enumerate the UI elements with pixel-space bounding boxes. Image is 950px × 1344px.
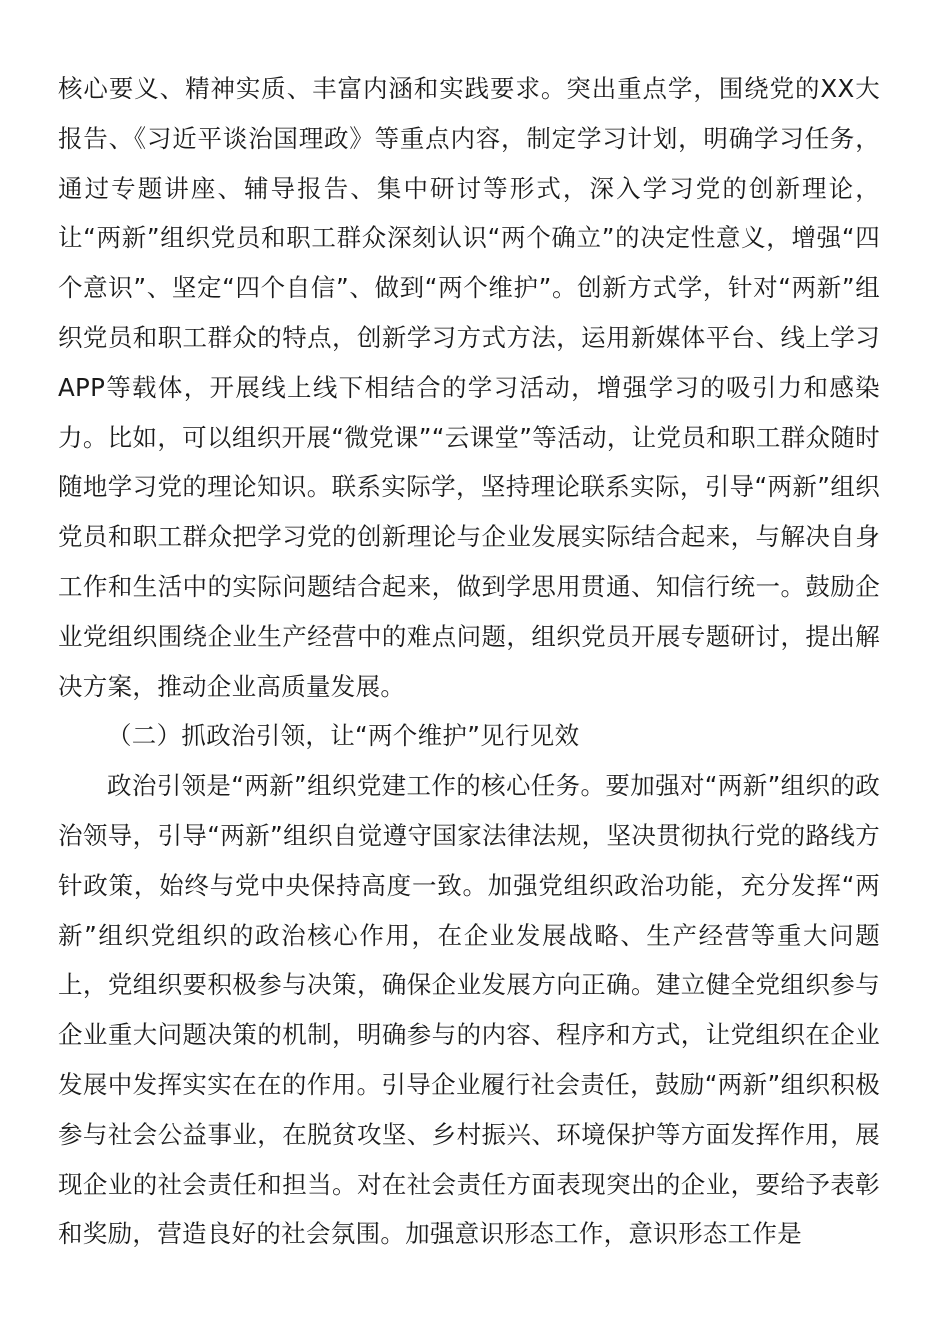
- body-paragraph: 政治引领是“两新”组织党建工作的核心任务。要加强对“两新”组织的政治领导，引导“两新”组织自觉遵守国家法律法规，坚决贯彻执行党的路线方针政策，始终与党中央保持高度一致。加强党组织政治功能，充分发挥“两新”组织党组织的政治核心作用，在企业发展战略、生产经营等重大问题上，党组织要积极参与决策，确保企业发展方向正确。建立健全党组织参与企业重大问题决策的机制，明确参与的内容、程序和方式，让党组织在企业发展中发挥实实在在的作用。引导企业履行社会责任，鼓励“两新”组织积极参与社会公益事业，在脱贫攻坚、乡村振兴、环境保护等方面发挥作用，展现企业的社会责任和担当。对在社会责任方面表现突出的企业，要给予表彰和奖励，营造良好的社会氛围。加强意识形态工作，意识形态工作是: [58, 771, 880, 1249]
- section-heading: （二）抓政治引领，让“两个维护”见行见效: [107, 721, 580, 751]
- body-paragraph: 核心要义、精神实质、丰富内涵和实践要求。突出重点学，围绕党的XX大报告、《习近平谈治国理政》等重点内容，制定学习计划，明确学习任务，通过专题讲座、辅导报告、集中研讨等形式，深入学习党的创新理论，让“两新”组织党员和职工群众深刻认识“两个确立”的决定性意义，增强“四个意识”、坚定“四个自信”、做到“两个维护”。创新方式学，针对“两新”组织党员和职工群众的特点，创新学习方式方法，运用新媒体平台、线上学习APP等载体，开展线上线下相结合的学习活动，增强学习的吸引力和感染力。比如，可以组织开展“微党课”“云课堂”等活动，让党员和职工群众随时随地学习党的理论知识。联系实际学，坚持理论联系实际，引导“两新”组织党员和职工群众把学习党的创新理论与企业发展实际结合起来，与解决自身工作和生活中的实际问题结合起来，做到学思用贯通、知信行统一。鼓励企业党组织围绕企业生产经营中的难点问题，组织党员开展专题研讨，提出解决方案，推动企业高质量发展。: [58, 74, 880, 701]
- document-page: [58, 64, 880, 1259]
